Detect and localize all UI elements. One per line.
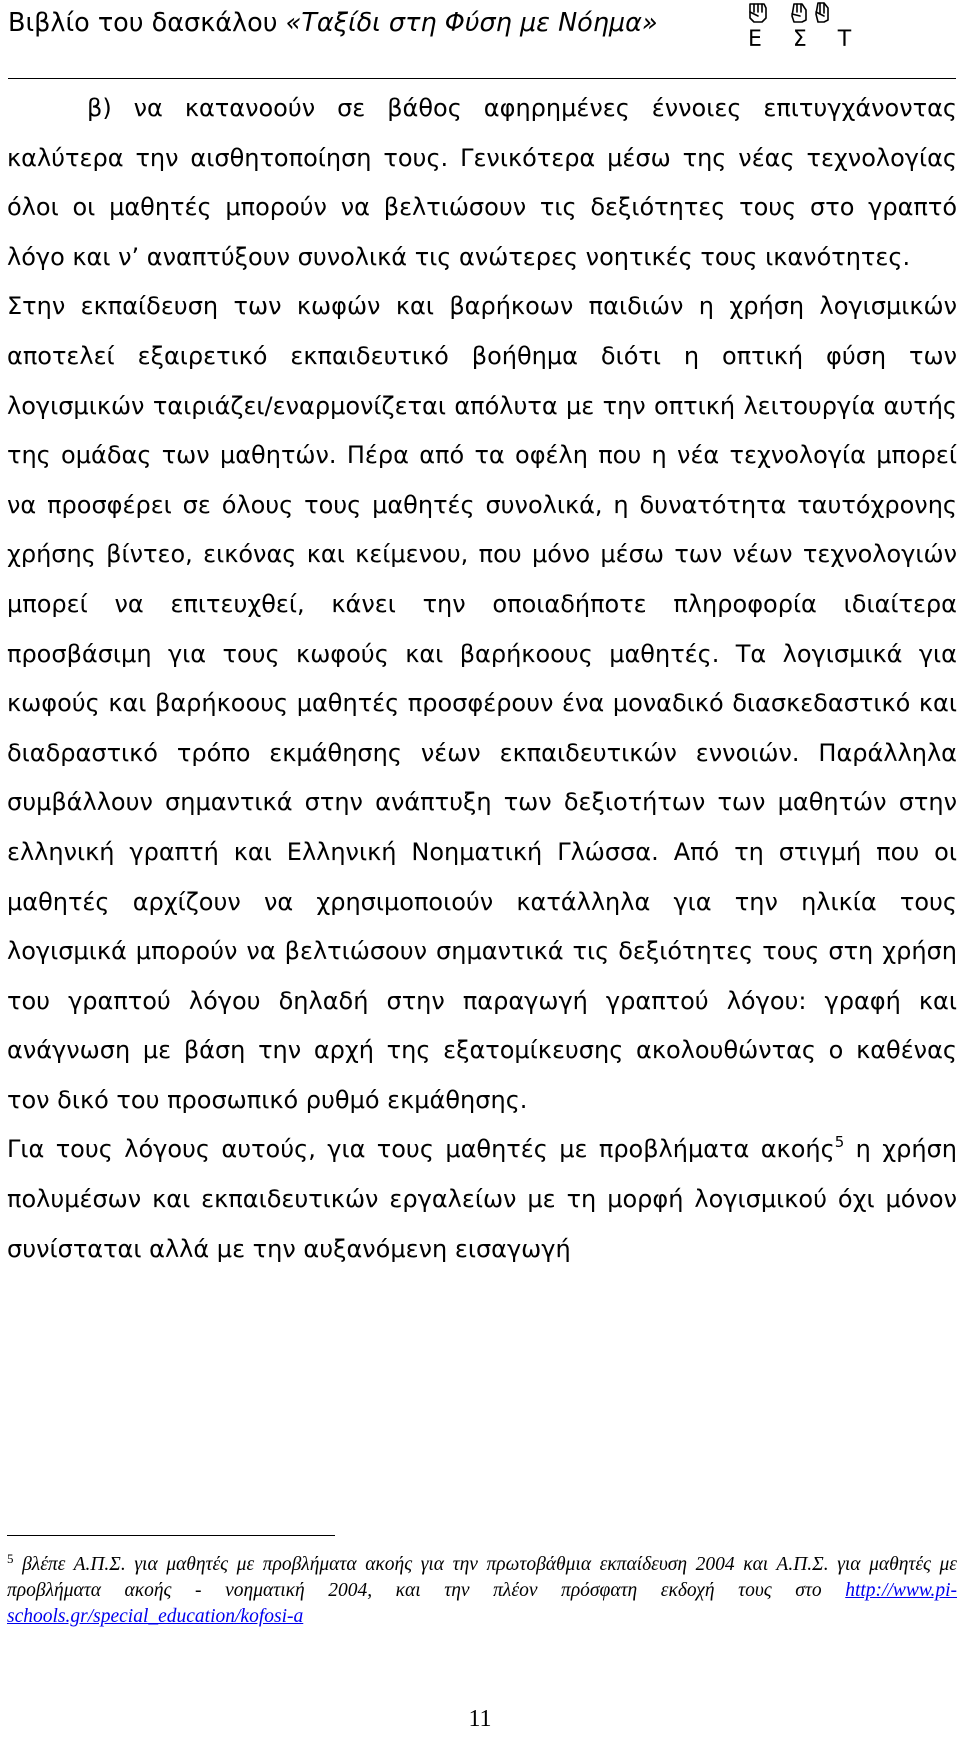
footnote-link[interactable]: http://www.pi-schools.gr/special_education/kofosi-a [7,1580,957,1627]
page-number: 11 [468,1706,492,1732]
header-divider [8,78,956,79]
paragraph-2: Στην εκπαίδευση των κωφών και βαρήκοων παιδιών η χρήση λογισμικών αποτελεί εξαιρετικό εκπαιδευτικό βοήθημα διότι η οπτική φύση των λογισμικών ταιριάζει/εναρμονίζεται απόλυτα με την οπτική λειτουργία αυτής της ομάδας των μαθητών. Πέρα από τα οφέλη που η νέα τεχνολογία μπορεί να προσφέρει σε όλους τους μαθητές συνολικά, η δυνατότητα ταυτόχρονης χρήσης βίντεο, εικόνας και κείμενου, που μόνο μέσω των νέων τεχνολογιών μπορεί να επιτευχθεί, κάνει την οποιαδήποτε πληροφορία ιδιαίτερα προσβάσιμη για τους κωφούς και βαρήκοους μαθητές. Τα λογισμικά για κωφούς και βαρήκοους μαθητές προσφέρουν ένα μοναδικό διασκεδαστικό και διαδραστικό τρόπο εκμάθησης νέων εκπαιδευτικών εννοιών. Παράλληλα συμβάλλουν σημαντικά στην ανάπτυξη των δεξιοτήτων των μαθητών στην ελληνική γραπτή και Ελληνική Νοηματική Γλώσσα. Από τη στιγμή που οι μαθητές αρχίζουν να χρησιμοποιούν κατάλληλα για την ηλικία τους λογισμικά μπορούν να βελτιώσουν σημαντικά τις δεξιότητες τους στη χρήση του γραπτού λόγου δηλαδή στην παραγωγή γραπτού λόγου: γραφή και ανάγνωση με βάση την αρχή της εξατομίκευσης ακολουθώντας ο καθένας τον δικό του προσωπικό ρυθμό εκμάθησης. [7,292,957,1114]
sign-language-logo-icon [746,0,864,52]
book-title-plain: Βιβλίο του δασκάλου [8,8,286,38]
paragraph-3 [7,1125,957,1274]
main-text [7,84,957,1274]
paragraph-1: β) να κατανοούν σε βάθος αφηρημένες έννοιες επιτυγχάνοντας καλύτερα την αισθητοποίηση τους. Γενικότερα μέσω της νέας τεχνολογίας όλοι οι μαθητές μπορούν να βελτιώσουν τις δεξιότητες τους στο γραπτό λόγο και ν’ αναπτύξουν συνολικά τις ανώτερες νοητικές τους ικανότητες. [7,94,957,271]
footnote [7,1552,957,1630]
book-title [8,8,658,38]
footnote-reference: 5 [834,1133,845,1152]
paragraph-3-after: η χρήση πολυμέσων και εκπαιδευτικών εργαλείων με τη μορφή λογισμικού όχι μόνον συνίσταται αλλά με την αυξανόμενη εισαγωγή [7,1135,957,1263]
paragraph-3-before: Για τους λόγους αυτούς, για τους μαθητές με προβλήματα ακοής [7,1135,835,1164]
logo-letters: Ε Σ Τ [748,27,864,52]
page-header [8,0,956,80]
footnote-text: βλέπε Α.Π.Σ. για μαθητές με προβλήματα ακοής για την πρωτοβάθμια εκπαίδευση 2004 και Α.Π.Σ. για μαθητές με προβλήματα ακοής - νοηματική 2004, και την πλέον πρόσφατη εκδοχή τους στο [7,1554,957,1601]
footnote-number: 5 [7,1551,14,1566]
footnote-divider [7,1535,335,1536]
book-title-italic: «Ταξίδι στη Φύση με Νόημα» [285,8,658,38]
